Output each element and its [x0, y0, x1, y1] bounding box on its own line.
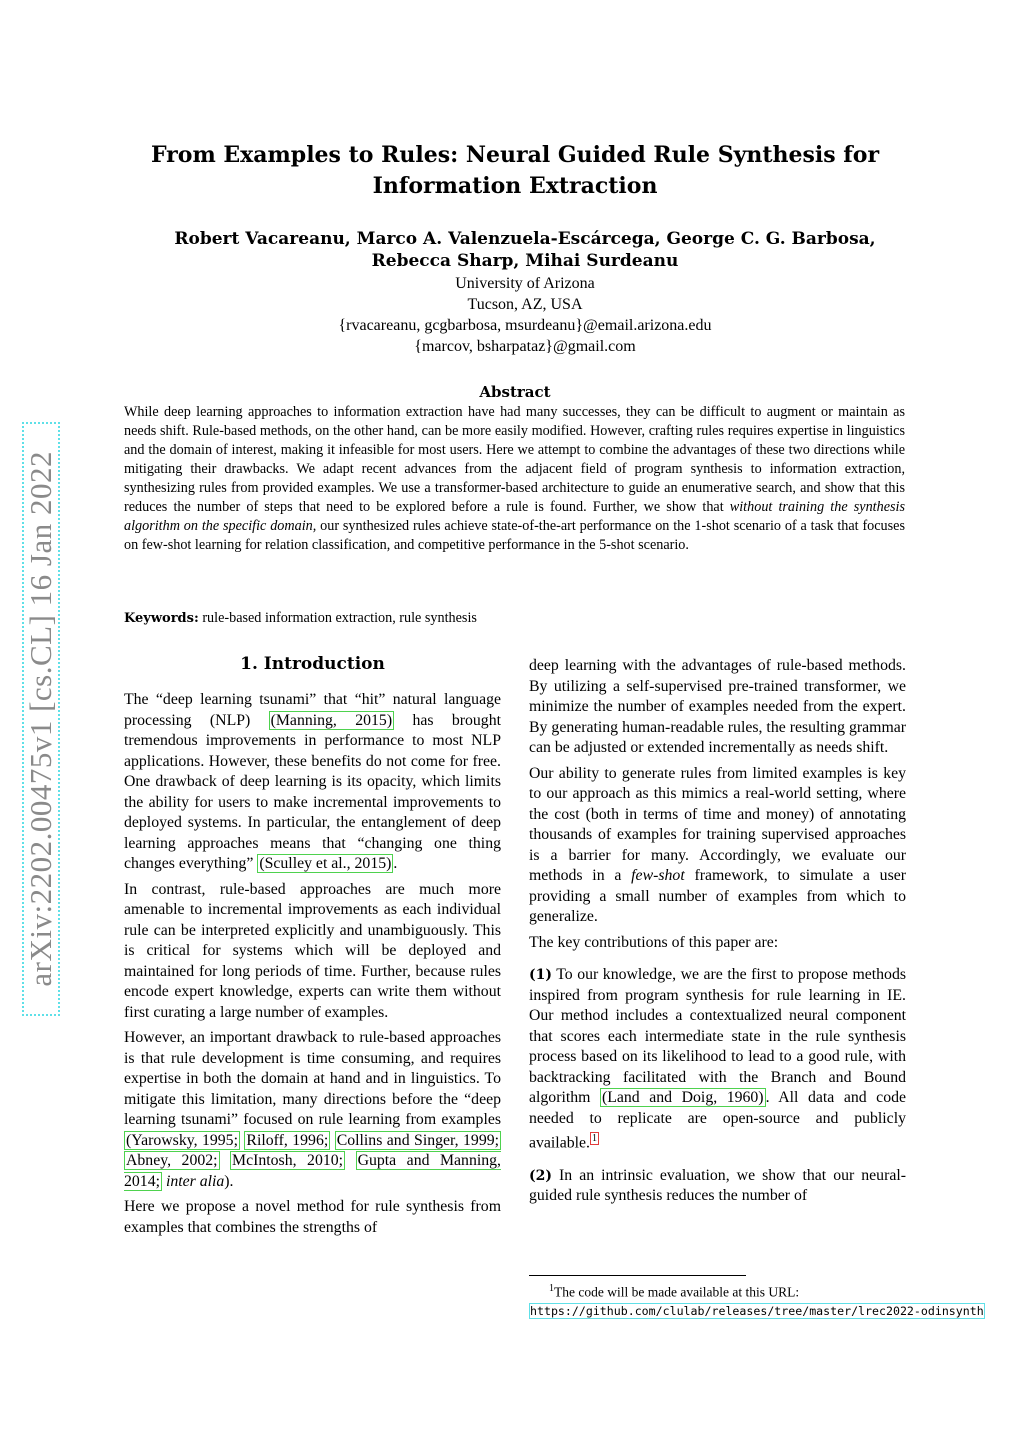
abstract-body: [124, 403, 905, 555]
arxiv-identifier-link[interactable]: [22, 422, 60, 1016]
abstract-italic: without training the synthesis algorithm on the specific domain,: [124, 499, 905, 534]
citation-yarowsky-1995[interactable]: (Yarowsky, 1995;: [126, 1131, 238, 1149]
right-paragraph-3: The key contributions of this paper are:: [529, 933, 779, 951]
footnote-url-link[interactable]: https://github.com/clulab/releases/tree/master/lrec2022-odinsynth: [530, 1303, 984, 1318]
citation-mcintosh-2010[interactable]: McIntosh, 2010;: [232, 1152, 344, 1169]
intro-paragraph-3: [124, 1028, 501, 1192]
keywords: [124, 610, 905, 627]
intro-paragraph-4: Here we propose a novel method for rule synthesis from examples that combines the strengths of: [124, 1198, 501, 1236]
footnote-reference-1[interactable]: 1: [591, 1133, 597, 1144]
contribution-2-label: (2): [529, 1167, 552, 1184]
intro-p1-text-c: .: [393, 855, 398, 872]
affiliation-email-2: {marcov, bsharpataz}@gmail.com: [414, 338, 636, 355]
contribution-1-text-b: . All data and code needed to replicate are open-source and publicly available.: [529, 1089, 906, 1152]
right-p2-text-b: framework, to simulate a user providing a small number of examples from which to generalize.: [529, 867, 906, 925]
contribution-1: [529, 965, 906, 1154]
footnote-mark: 1: [549, 1283, 554, 1294]
authors-line-1: Robert Vacareanu, Marco A. Valenzuela-Escárcega, George C. G. Barbosa,: [174, 229, 876, 249]
citation-land-doig-1960[interactable]: (Land and Doig, 1960): [601, 1089, 764, 1106]
abstract-text-1: While deep learning approaches to information extraction have had many successes, they can be difficult to augment or maintain as needs shift. Rule-based methods, on the other hand, can be more easily modified. However, crafting rules requires expertise in linguistics and the domain of interest, making it infeasible for most users. Here we attempt to combine the advantages of these two directions while mitigating their drawbacks. We adapt recent advances from the adjacent field of program synthesis to information extraction, synthesizing rules from provided examples. We use a transformer-based architecture to guide an enumerative search, and show that this reduces the number of steps that need to be explored before a rule is found. Further, we show that: [124, 404, 905, 515]
intro-paragraph-1: [124, 690, 501, 875]
footnote-text: The code will be made available at this URL:: [554, 1284, 800, 1300]
abstract-heading: Abstract: [479, 383, 551, 401]
abstract-text-2: our synthesized rules achieve state-of-the-art performance on the 1-shot scenario of a task that focuses on few-shot learning for relation classification, and competitive performance in the 5-shot scenario.: [124, 518, 905, 553]
section-heading-introduction: 1. Introduction: [240, 654, 385, 674]
right-p2-italic: few-shot: [631, 867, 685, 884]
title-line-1: From Examples to Rules: Neural Guided Rule Synthesis for: [150, 142, 880, 168]
intro-p1-text-b: has brought tremendous improvements in performance to most NLP applications. However, these benefits do not come for free. One drawback of deep learning is its opacity, which limits the ability for users to make incremental improvements to deployed systems. In particular, the entanglement of deep learning approaches means that “changing one thing changes everything”: [124, 711, 501, 872]
paper-title: [110, 140, 920, 202]
right-paragraph-1: deep learning with the advantages of rule-based methods. By utilizing a self-supervised pre-trained transformer, we minimize the number of examples needed from the expert. By generating human-readable rules, the resulting grammar can be adjusted or extended incrementally as needs shift.: [529, 657, 906, 756]
affiliation-location: Tucson, AZ, USA: [467, 296, 583, 313]
contribution-2: [529, 1166, 906, 1207]
author-list: [110, 228, 940, 272]
intro-p3-italic: inter alia: [165, 1172, 225, 1190]
citation-riloff-1996[interactable]: Riloff, 1996;: [246, 1131, 329, 1149]
authors-line-2: Rebecca Sharp, Mihai Surdeanu: [371, 251, 679, 271]
citation-manning-2015[interactable]: (Manning, 2015): [270, 711, 393, 729]
intro-paragraph-2: In contrast, rule-based approaches are much more amenable to incremental improvements as each individual rule can be interpreted explicitly and unambiguously. This is critical for systems which will be deployed and maintained for long periods of time. Further, because rules encode expert knowledge, experts can write them without first curating a large number of examples.: [124, 880, 501, 1021]
citation-collins-singer-1999[interactable]: Collins and Singer, 1999;: [336, 1131, 500, 1149]
right-column: [529, 656, 906, 1212]
footnote-1: [529, 1280, 1024, 1320]
footnote-divider: [529, 1275, 746, 1276]
citation-sculley-2015[interactable]: (Sculley et al., 2015): [259, 855, 392, 872]
title-line-2: Information Extraction: [372, 173, 658, 199]
arxiv-identifier: arXiv:2202.00475v1 [cs.CL] 16 Jan 2022: [23, 451, 58, 987]
intro-p3-text: However, an important drawback to rule-based approaches is that rule development is time consuming, and requires expertise in both the domain at hand and in linguistics. To mitigate this limitation, many directions before the “deep learning tsunami” focused on rule learning from examples: [124, 1029, 501, 1128]
right-paragraph-2: [529, 764, 906, 928]
intro-p1-text-a: The “deep learning tsunami” that “hit” natural language processing (NLP): [124, 691, 501, 729]
affiliation: [110, 273, 940, 357]
contribution-2-text: In an intrinsic evaluation, we show that our neural-guided rule synthesis reduces the number of: [529, 1166, 906, 1205]
citation-gupta-manning-2014[interactable]: Gupta and Manning, 2014;: [124, 1152, 501, 1190]
right-p2-text-a: Our ability to generate rules from limited examples is key to our approach as this mimics a real-world setting, where the cost (both in terms of time and money) of annotating thousands of examples for training supervised approaches is a barrier for many. Accordingly, we evaluate our methods in a: [529, 764, 906, 884]
left-column: [124, 690, 501, 1243]
intro-p3-end: ).: [224, 1172, 234, 1190]
keywords-label: Keywords:: [124, 611, 199, 626]
affiliation-university: University of Arizona: [455, 275, 595, 292]
contribution-1-label: (1): [529, 967, 552, 983]
affiliation-email-1: {rvacareanu, gcgbarbosa, msurdeanu}@email.arizona.edu: [338, 317, 712, 334]
footnote-line: [529, 1280, 1024, 1302]
citation-abney-2002[interactable]: Abney, 2002;: [126, 1152, 218, 1169]
keywords-text: rule-based information extraction, rule synthesis: [198, 610, 477, 626]
contribution-1-text-a: To our knowledge, we are the first to propose methods inspired from program synthesis for rule learning in IE. Our method includes a contextualized neural component that scores each intermediate state in the rule synthesis process based on its likelihood to lead to a good rule, with backtracking facilitated with the Branch and Bound algorithm: [529, 966, 906, 1106]
